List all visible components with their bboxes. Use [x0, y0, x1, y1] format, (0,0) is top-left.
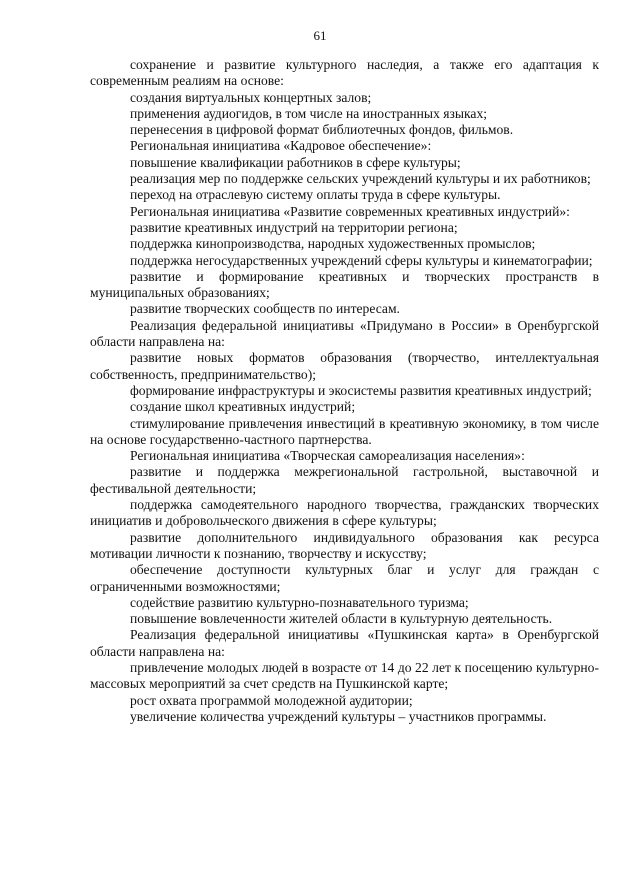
paragraph: Реализация федеральной инициативы «Придумано в России» в Оренбургской области направлена на: — [90, 317, 599, 350]
paragraph: сохранение и развитие культурного наследия, а также его адаптация к современным реалиям на основе: — [90, 57, 599, 89]
paragraph: формирование инфраструктуры и экосистемы развития креативных индустрий; — [130, 382, 592, 398]
paragraph: рост охвата программой молодежной аудитории; — [130, 692, 413, 708]
paragraph: Региональная инициатива «Творческая самореализация населения»: — [130, 448, 525, 464]
paragraph: Региональная инициатива «Развитие современных креативных индустрий»: — [130, 203, 570, 219]
paragraph: развитие дополнительного индивидуального образования как ресурса мотивации личности к познанию, творчеству и искусству; — [90, 529, 599, 561]
paragraph: привлечение молодых людей в возрасте от 14 до 22 лет к посещению культурно-массовых мероприятий за счет средств на Пушкинской карте; — [90, 659, 599, 692]
paragraph: поддержка самодеятельного народного творчества, гражданских творческих инициатив и добровольческого движения в сфере культуры; — [90, 497, 599, 529]
paragraph: содействие развитию культурно-познавательного туризма; — [130, 594, 469, 610]
paragraph: поддержка негосударственных учреждений сферы культуры и кинематографии; — [130, 252, 593, 268]
paragraph: обеспечение доступности культурных благ и услуг для граждан с ограниченными возможностями; — [90, 562, 599, 594]
paragraph: перенесения в цифровой формат библиотечных фондов, фильмов. — [130, 122, 514, 138]
paragraph: применения аудиогидов, в том числе на иностранных языках; — [130, 105, 488, 121]
paragraph: Реализация федеральной инициативы «Пушкинская карта» в Оренбургской области направлена на: — [90, 627, 599, 659]
page-number: 61 — [313, 28, 327, 43]
paragraph: переход на отраслевую систему оплаты труда в сфере культуры. — [130, 187, 501, 203]
paragraph: создания виртуальных концертных залов; — [130, 89, 372, 105]
paragraph: реализация мер по поддержке сельских учреждений культуры и их работников; — [130, 171, 591, 187]
paragraph: развитие творческих сообществ по интересам. — [130, 301, 400, 317]
paragraph: развитие новых форматов образования (творчество, интеллектуальная собственность, предпринимательство); — [90, 350, 599, 382]
body-text — [90, 57, 599, 725]
paragraph: повышение квалификации работников в сфере культуры; — [130, 154, 461, 170]
paragraph: поддержка кинопроизводства, народных художественных промыслов; — [130, 236, 536, 252]
paragraph: Региональная инициатива «Кадровое обеспечение»: — [130, 138, 432, 154]
paragraph: развитие и формирование креативных и творческих пространств в муниципальных образованиях; — [90, 268, 599, 301]
paragraph: развитие креативных индустрий на территории региона; — [130, 219, 458, 235]
paragraph: увеличение количества учреждений культуры – участников программы. — [130, 708, 547, 724]
paragraph: развитие и поддержка межрегиональной гастрольной, выставочной и фестивальной деятельности; — [90, 464, 599, 496]
paragraph: повышение вовлеченности жителей области в культурную деятельность. — [130, 611, 553, 627]
paragraph: создание школ креативных индустрий; — [130, 399, 356, 415]
paragraph: стимулирование привлечения инвестиций в креативную экономику, в том числе на основе государственно-частного партнерства. — [90, 415, 599, 447]
